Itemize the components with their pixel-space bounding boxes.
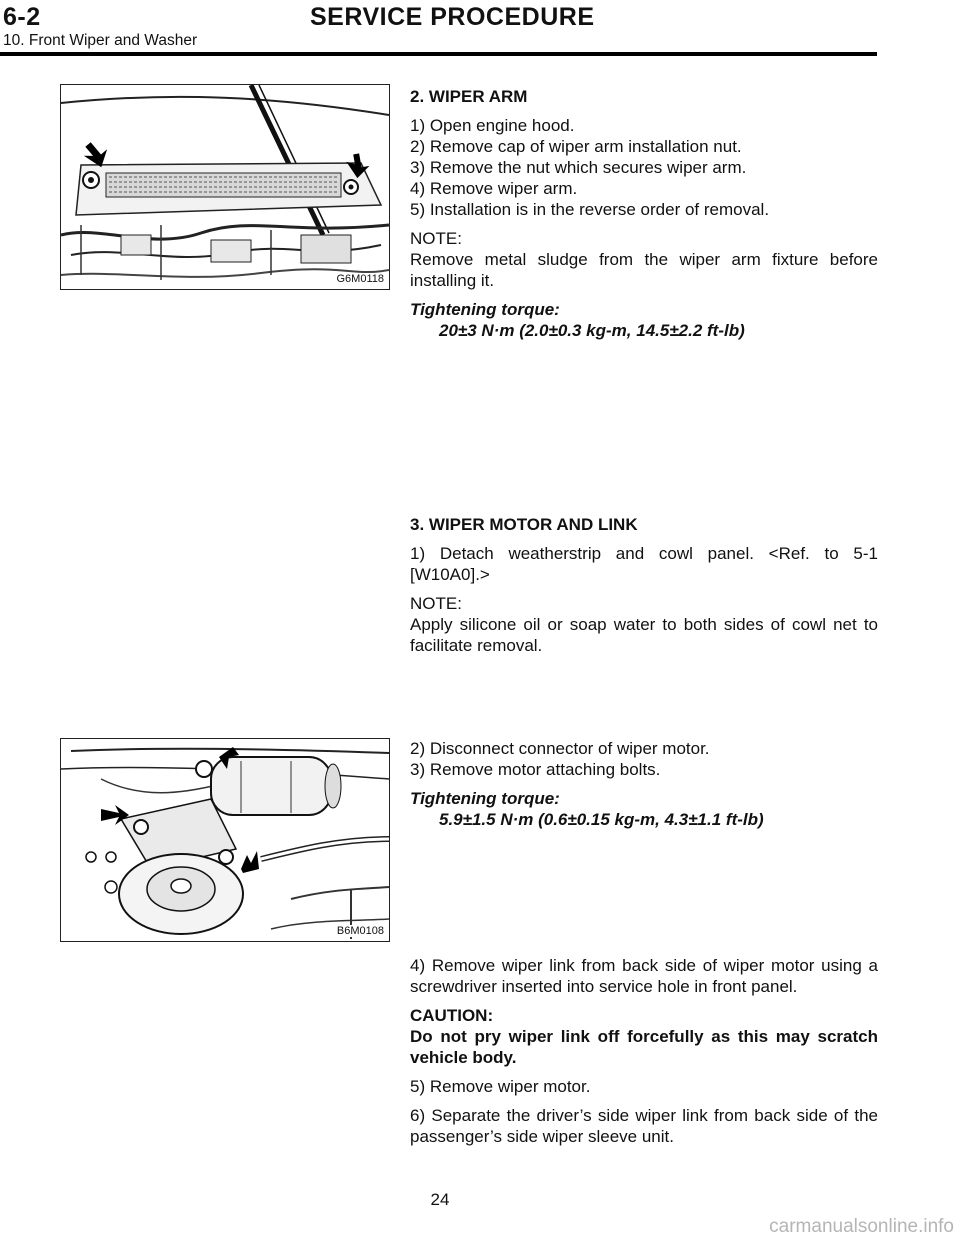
torque-label: Tightening torque: xyxy=(410,300,560,319)
step: 4) Remove wiper link from back side of wiper motor using a screwdriver inserted into service hole in front panel. xyxy=(410,956,878,996)
step: 3) Remove motor attaching bolts. xyxy=(410,760,661,779)
wiper-motor-illustration xyxy=(61,739,389,941)
step: 6) Separate the driver’s side wiper link from back side of the passenger’s side wiper sleeve unit. xyxy=(410,1106,878,1146)
wiper-motor-section xyxy=(410,514,878,656)
figure-label: B6M0108 xyxy=(336,925,384,937)
step: 2) Disconnect connector of wiper motor. xyxy=(410,739,710,758)
step: 3) Remove the nut which secures wiper arm. xyxy=(410,158,747,177)
section-heading: 3. WIPER MOTOR AND LINK xyxy=(410,515,638,534)
page-number: 24 xyxy=(430,1190,450,1209)
step: 5) Remove wiper motor. xyxy=(410,1077,591,1096)
step: 2) Remove cap of wiper arm installation nut. xyxy=(410,137,742,156)
page-title: SERVICE PROCEDURE xyxy=(310,3,595,31)
torque-value: 5.9±1.5 N·m (0.6±0.15 kg-m, 4.3±1.1 ft-lb) xyxy=(439,810,764,829)
figure-wiper-arm xyxy=(60,84,390,290)
step: 1) Open engine hood. xyxy=(410,116,575,135)
note-text: Apply silicone oil or soap water to both sides of cowl net to facilitate removal. xyxy=(410,615,878,655)
header-rule xyxy=(0,52,877,56)
figure-label: G6M0118 xyxy=(336,273,384,285)
section-number: 6-2 xyxy=(3,3,41,31)
torque-value: 20±3 N·m (2.0±0.3 kg-m, 14.5±2.2 ft-lb) xyxy=(439,321,745,340)
figure-wiper-motor xyxy=(60,738,390,942)
note-label: NOTE: xyxy=(410,594,462,613)
step: 4) Remove wiper arm. xyxy=(410,179,578,198)
wiper-arm-illustration xyxy=(61,85,389,289)
note-text: Remove metal sludge from the wiper arm fixture before installing it. xyxy=(410,250,878,290)
note-label: NOTE: xyxy=(410,229,462,248)
wiper-arm-section xyxy=(410,86,878,341)
caution-text: Do not pry wiper link off forcefully as this may scratch vehicle body. xyxy=(410,1027,878,1067)
caution-label: CAUTION: xyxy=(410,1006,494,1025)
page-subtitle: 10. Front Wiper and Washer xyxy=(3,32,198,49)
wiper-motor-steps xyxy=(410,738,878,830)
step: 1) Detach weatherstrip and cowl panel. <Ref. to 5-1 [W10A0].> xyxy=(410,544,878,584)
torque-label: Tightening torque: xyxy=(410,789,560,808)
watermark: carmanualsonline.info xyxy=(769,1216,954,1237)
wiper-motor-steps-continued xyxy=(410,955,878,1147)
step: 5) Installation is in the reverse order of removal. xyxy=(410,200,770,219)
section-heading: 2. WIPER ARM xyxy=(410,87,528,106)
